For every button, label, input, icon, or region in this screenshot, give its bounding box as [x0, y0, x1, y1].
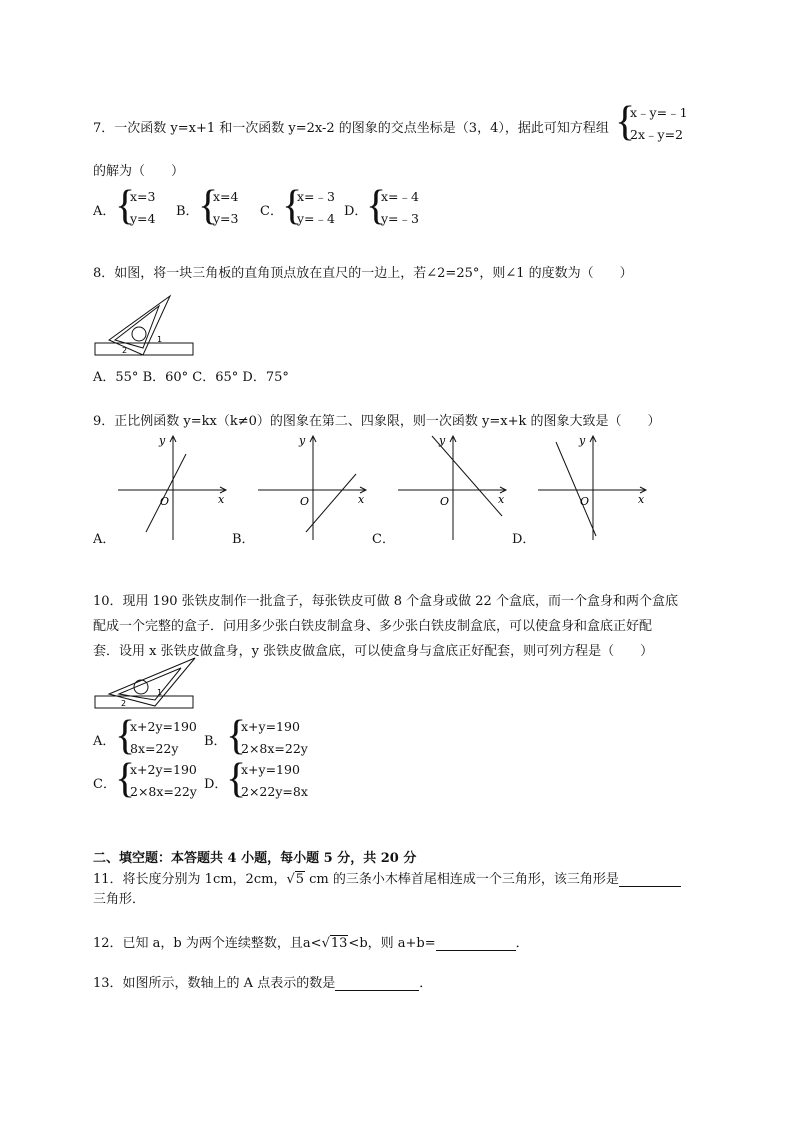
q10-stem-line1: 10．现用 190 张铁皮制作一批盒子，每张铁皮可做 8 个盒身或做 22 个盒底，而一个盒身和两个盒底	[93, 594, 678, 609]
q11-stem	[93, 868, 681, 887]
q12-lt-2: <	[348, 936, 360, 951]
q13-text: 13．如图所示，数轴上的 A 点表示的数是	[93, 976, 336, 991]
q7-option-1-system	[213, 186, 239, 230]
q11-text-b: cm 的三条小木棒首尾相连成一个三角形，该三角形是	[305, 872, 619, 887]
q9-graph-0	[118, 432, 238, 542]
q12-var-b: b	[359, 936, 368, 951]
origin-label: O	[160, 495, 170, 508]
y-axis-label: y	[159, 434, 166, 447]
q10-stem-line3: 套．设用 x 张铁皮做盒身，y 张铁皮做盒底，可以使盒身与盒底正好配套，则可列方程是（ ）	[93, 644, 654, 659]
x-axis-label: x	[218, 493, 225, 506]
triangle-inner	[119, 668, 181, 700]
q7-option-3-label[interactable]: D．	[344, 204, 368, 219]
triangle-hole	[132, 327, 146, 341]
q12-answer-blank[interactable]	[436, 936, 516, 951]
q12-text-a: 12．已知 a，b 为两个连续整数，且	[93, 936, 303, 951]
q7-option-2-l2: y=﹣4	[297, 211, 335, 226]
q7-system	[630, 102, 688, 146]
q13-answer-blank[interactable]	[335, 976, 419, 991]
function-line	[146, 454, 186, 532]
q7-option-1-l2: y=3	[213, 211, 239, 226]
q9-stem: 9．正比例函数 y=kx（k≠0）的图象在第二、四象限，则一次函数 y=x+k 的图象大致是（ ）	[93, 414, 661, 429]
q10-option-3-brace: {	[226, 756, 247, 802]
sqrt-13-radicand: 13	[330, 936, 348, 951]
q9-option-1-label[interactable]: B．	[232, 532, 255, 547]
q10-option-2-system	[130, 759, 197, 803]
q8-stem: 8．如图，将一块三角板的直角顶点放在直尺的一边上，若∠2=25°，则∠1 的度数为（ ）	[93, 266, 633, 281]
origin-label: O	[300, 495, 310, 508]
q10-option-2-brace: {	[115, 756, 136, 802]
q12-var-a: a	[302, 936, 311, 951]
q10-option-1-system	[241, 716, 308, 760]
q10-option-0-label[interactable]: A．	[93, 734, 116, 749]
q9-option-2-label[interactable]: C．	[372, 532, 395, 547]
sqrt-5: √5	[286, 872, 305, 887]
q10-option-0-system	[130, 716, 197, 760]
y-axis-label: y	[439, 434, 446, 447]
q10-option-3-system	[241, 759, 308, 803]
q11-answer-blank[interactable]	[619, 872, 681, 887]
q9-option-3-label[interactable]: D．	[512, 532, 536, 547]
q10-option-2-l2: 2×8x=22y	[130, 784, 197, 799]
q9-graph-3	[538, 432, 658, 542]
q7-option-2-l1: x=﹣3	[297, 189, 335, 204]
q7-option-3-l1: x=﹣4	[381, 189, 419, 204]
q7-stem: 7．一次函数 y=x+1 和一次函数 y=2x-2 的图象的交点坐标是（3，4），据此可知方程组	[93, 121, 609, 136]
q11-text-a: 11．将长度分别为 1cm，2cm，	[93, 872, 287, 887]
q10-option-1-brace: {	[226, 713, 247, 759]
q7-system-eq2: 2x﹣y=2	[630, 127, 683, 142]
q7-stem-cont: 的解为（ ）	[93, 164, 185, 179]
q10-option-3-l2: 2×22y=8x	[241, 784, 308, 799]
q13-stem	[93, 972, 432, 991]
angle-1-label: 1	[157, 335, 163, 344]
sqrt-5-radicand: 5	[295, 872, 305, 887]
q7-option-1-brace: {	[198, 183, 219, 229]
q7-system-brace: {	[615, 99, 636, 145]
q10-option-1-l1: x+y=190	[241, 719, 300, 734]
q13-end: ．	[419, 976, 433, 991]
q8-figure	[95, 292, 195, 362]
q7-option-0-label[interactable]: A．	[93, 204, 116, 219]
q12-lt-1: <	[310, 936, 322, 951]
q10-option-1-l2: 2×8x=22y	[241, 741, 308, 756]
q7-option-0-l1: x=3	[130, 189, 156, 204]
x-axis-label: x	[358, 493, 365, 506]
q10-option-0-brace: {	[115, 713, 136, 759]
origin-label: O	[440, 495, 450, 508]
q9-option-0-label[interactable]: A．	[93, 532, 116, 547]
q11-stem-cont: 三角形．	[93, 892, 146, 907]
q9-graph-1	[258, 432, 378, 542]
q10-option-3-l1: x+y=190	[241, 762, 300, 777]
q12-end: ．	[515, 936, 529, 951]
q10-option-0-l2: 8x=22y	[130, 741, 179, 756]
section-title: 二、填空题：本答题共 4 小题，每小题 5 分，共 20 分	[93, 851, 417, 866]
q7-option-3-brace: {	[366, 183, 387, 229]
q7-option-3-system	[381, 186, 419, 230]
q7-option-0-system	[130, 186, 156, 230]
q7-system-eq1: x﹣y=﹣1	[630, 105, 688, 120]
x-axis-label: x	[498, 493, 505, 506]
angle-2-label: 2	[121, 699, 127, 708]
q7-option-2-label[interactable]: C．	[260, 204, 283, 219]
y-axis-label: y	[579, 434, 586, 447]
q7-option-2-brace: {	[282, 183, 303, 229]
q10-option-2-label[interactable]: C．	[93, 777, 116, 792]
q7-option-3-l2: y=﹣3	[381, 211, 419, 226]
q9-graph-2	[398, 432, 518, 542]
triangle	[109, 296, 170, 355]
q10-option-2-l1: x+2y=190	[130, 762, 197, 777]
angle-2-label: 2	[122, 346, 128, 355]
q10-option-0-l1: x+2y=190	[130, 719, 197, 734]
q7-option-0-brace: {	[115, 183, 136, 229]
q10-stem-line2: 配成一个完整的盒子．问用多少张白铁皮制盒身、多少张白铁皮制盒底，可以使盒身和盒底正好配	[93, 619, 653, 634]
sqrt-13: √13	[321, 936, 348, 951]
q7-option-1-label[interactable]: B．	[176, 204, 199, 219]
q7-option-2-system	[297, 186, 335, 230]
q7-option-0-l2: y=4	[130, 211, 156, 226]
q12-text-b: ，则 a+b=	[367, 936, 436, 951]
q10-option-1-label[interactable]: B．	[204, 734, 227, 749]
q12-stem	[93, 932, 529, 951]
origin-label: O	[580, 495, 590, 508]
q8-options: A．55° B．60° C．65° D．75°	[93, 370, 289, 385]
y-axis-label: y	[299, 434, 306, 447]
x-axis-label: x	[638, 493, 645, 506]
function-line	[556, 442, 596, 536]
q10-option-3-label[interactable]: D．	[204, 777, 228, 792]
angle-1-label: 1	[157, 688, 163, 697]
q7-option-1-l1: x=4	[213, 189, 239, 204]
